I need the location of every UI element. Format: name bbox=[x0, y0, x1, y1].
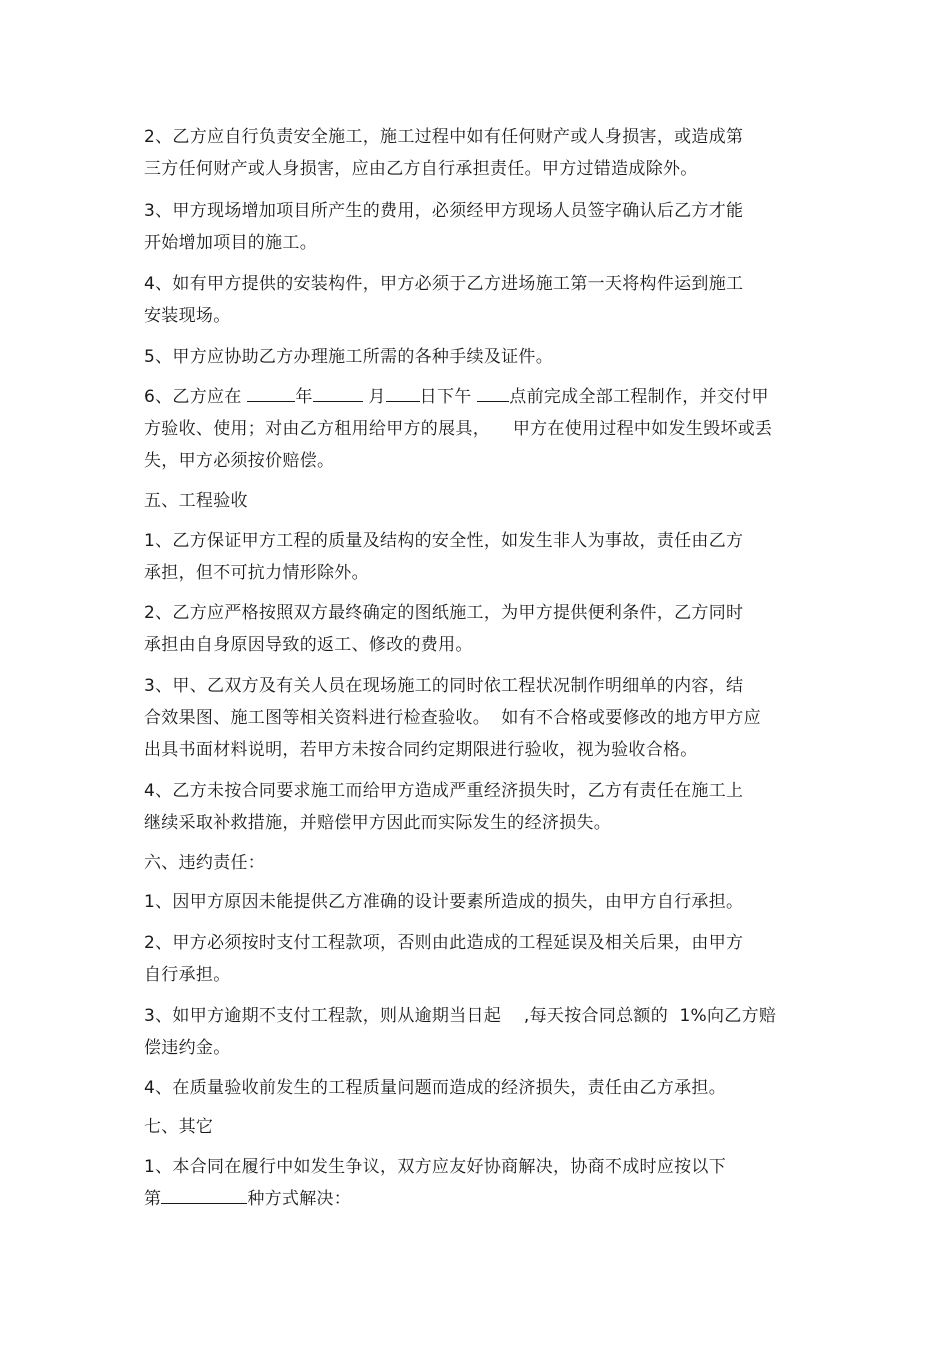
clause-4-4-line-2: 安装现场。 bbox=[144, 306, 231, 326]
section-heading-5: 五、工程验收 bbox=[144, 491, 248, 511]
day-blank bbox=[386, 386, 420, 402]
clause-5-2-line-2: 承担由自身原因导致的返工、修改的费用。 bbox=[144, 635, 473, 655]
clause-4-5: 5、甲方应协助乙方办理施工所需的各种手续及证件。 bbox=[144, 347, 554, 367]
clause-6-2-line-2: 自行承担。 bbox=[144, 965, 231, 985]
clause-4-6-text-d: 日下午 bbox=[419, 387, 478, 407]
section-heading-7: 七、其它 bbox=[144, 1117, 214, 1137]
clause-4-6-line-1 bbox=[144, 386, 769, 408]
clause-4-6-text-a: 6、乙方应在 bbox=[144, 387, 248, 407]
clause-5-1-line-2: 承担，但不可抗力情形除外。 bbox=[144, 563, 369, 583]
clause-7-1-line-2 bbox=[144, 1188, 351, 1210]
clause-5-3-line-3: 出具书面材料说明，若甲方未按合同约定期限进行验收，视为验收合格。 bbox=[144, 740, 698, 760]
clause-7-1-text-b: 种方式解决： bbox=[247, 1189, 352, 1209]
clause-6-3-line-2: 偿违约金。 bbox=[144, 1038, 231, 1058]
clause-4-6-line-3: 失，甲方必须按价赔偿。 bbox=[144, 451, 335, 471]
clause-4-6-text-b: 年 bbox=[295, 387, 313, 407]
clause-5-3-line-1: 3、甲、乙双方及有关人员在现场施工的同时依工程状况制作明细单的内容，结 bbox=[144, 676, 744, 696]
section-heading-6: 六、违约责任： bbox=[144, 853, 266, 873]
clause-7-1-line-1: 1、本合同在履行中如发生争议，双方应友好协商解决，协商不成时应按以下 bbox=[144, 1157, 727, 1177]
clause-4-3-line-1: 3、甲方现场增加项目所产生的费用，必须经甲方现场人员签字确认后乙方才能 bbox=[144, 201, 744, 221]
clause-5-4-line-1: 4、乙方未按合同要求施工而给甲方造成严重经济损失时，乙方有责任在施工上 bbox=[144, 781, 744, 801]
clause-5-4-line-2: 继续采取补救措施，并赔偿甲方因此而实际发生的经济损失。 bbox=[144, 813, 612, 833]
hour-blank bbox=[477, 386, 509, 402]
clause-4-2-line-2: 三方任何财产或人身损害，应由乙方自行承担责任。甲方过错造成除外。 bbox=[144, 159, 698, 179]
clause-4-6-line-2: 方验收、使用；对由乙方租用给甲方的展具， 甲方在使用过程中如发生毁坏或丢 bbox=[144, 419, 773, 439]
clause-4-4-line-1: 4、如有甲方提供的安装构件，甲方必须于乙方进场施工第一天将构件运到施工 bbox=[144, 274, 744, 294]
clause-7-1-text-a: 第 bbox=[144, 1189, 162, 1209]
clause-4-3-line-2: 开始增加项目的施工。 bbox=[144, 233, 317, 253]
clause-6-1: 1、因甲方原因未能提供乙方准确的设计要素所造成的损失，由甲方自行承担。 bbox=[144, 892, 744, 912]
clause-5-2-line-1: 2、乙方应严格按照双方最终确定的图纸施工，为甲方提供便利条件，乙方同时 bbox=[144, 603, 744, 623]
clause-6-3-line-1: 3、如甲方逾期不支付工程款，则从逾期当日起 ,每天按合同总额的 1%向乙方赔 bbox=[144, 1006, 777, 1026]
month-blank bbox=[313, 386, 363, 402]
method-blank bbox=[161, 1188, 247, 1204]
clause-5-3-line-2: 合效果图、施工图等相关资料进行检查验收。 如有不合格或要修改的地方甲方应 bbox=[144, 708, 761, 728]
clause-5-1-line-1: 1、乙方保证甲方工程的质量及结构的安全性，如发生非人为事故，责任由乙方 bbox=[144, 531, 744, 551]
clause-4-6-text-e: 点前完成全部工程制作，并交付甲 bbox=[509, 387, 769, 407]
clause-4-2-line-1: 2、乙方应自行负责安全施工，施工过程中如有任何财产或人身损害，或造成第 bbox=[144, 127, 744, 147]
clause-6-4: 4、在质量验收前发生的工程质量问题而造成的经济损失，责任由乙方承担。 bbox=[144, 1078, 727, 1098]
year-blank bbox=[247, 386, 295, 402]
clause-6-2-line-1: 2、甲方必须按时支付工程款项，否则由此造成的工程延误及相关后果，由甲方 bbox=[144, 933, 744, 953]
clause-4-6-text-c: 月 bbox=[362, 387, 386, 407]
